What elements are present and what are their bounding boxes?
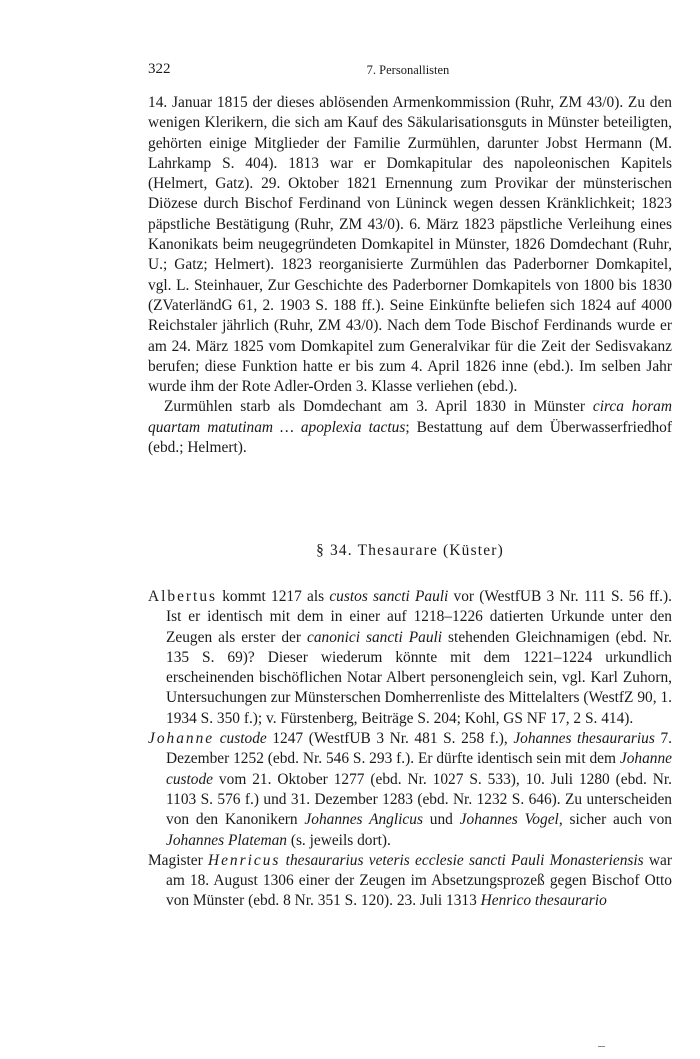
entry-henricus [148, 851, 672, 912]
text-run: 1247 (WestfUB 3 Nr. 481 S. 258 f.), [266, 730, 514, 748]
latin-term: Johannes thesaurarius [513, 730, 655, 748]
section-heading: § 34. Thesaurare (Küster) [316, 542, 504, 559]
text-run: , sicher auch von [558, 811, 672, 829]
page-header [148, 61, 672, 81]
text-run: Magister [148, 851, 208, 869]
text-run: stehenden Gleichnamigen (ebd. Nr. 135 S. 69)? Dieser wiederum könnte mit dem 1221–1224 urkundlich erscheinenden bischöflichen Notar Albert personengleich sein, vgl. Karl Zuhorn, Untersuchungen zur Münsterschen Domherrenliste des Mittelalters (WestfZ 90, 1. 1934 S. 350 f.); v. Fürstenberg, Beiträge S. 204; Kohl, GS NF 17, 2 S. 414). [166, 628, 672, 727]
scan-mark [598, 1046, 605, 1047]
text-run: kommt 1217 als [217, 588, 330, 605]
entry-name: Johanne [148, 730, 215, 748]
paragraph-continuation: 14. Januar 1815 der dieses ablösenden Armenkommission (Ruhr, ZM 43/0). Zu den wenigen Klerikern, die sich am Kauf des Säkularisationsguts in Münster beteiligten, gehörten einige Mitglieder der Familie Zurmühlen, darunter Jobst Hermann (M. Lahrkamp S. 404). 1813 war er Domkapitular des napoleonischen Kapitels (Helmert, Gatz). 29. Oktober 1821 Ernennung zum Provikar der münsterischen Diözese durch Bischof Ferdinand von Lüninck wegen dessen Kränklichkeit; 1823 päpstliche Bestätigung (Ruhr, ZM 43/0). 6. März 1823 päpstliche Verleihung eines Kanonikats beim neugegründeten Domkapitel in Münster, 1826 Domdechant (Ruhr, U.; Gatz; Helmert). 1823 reorganisierte Zurmühlen das Paderborner Domkapitel, vgl. L. Steinhauer, Zur Geschichte des Paderborner Domkapitels von 1800 bis 1830 (ZVaterländG 61, 2. 1903 S. 188 ff.). Seine Einkünfte beliefen sich 1824 auf 4000 Reichstaler jährlich (Ruhr, ZM 43/0). Nach dem Tode Bischof Ferdinands wurde er am 24. März 1825 vom Domkapitel zum Generalvikar für die Zeit der Sedisvakanz berufen; diese Funktion hatte er bis zum 4. April 1826 inne (ebd.). Im selben Jahr wurde ihm der Rote Adler-Orden 3. Klasse verliehen (ebd.). [148, 94, 672, 396]
person-name: Johannes Vogel [459, 811, 559, 829]
entry-albertus [148, 587, 672, 729]
person-name: Johannes Anglicus [304, 811, 423, 829]
text-run: war am 18. August 1306 einer der Zeugen im Absetzungsprozeß gegen Bischof Otto von Münster (ebd. 8 Nr. 351 S. 120). 23. Juli 1313 [166, 851, 673, 910]
entry-name: Henricus [207, 851, 281, 869]
latin-term: custode [214, 730, 267, 748]
text-run: (s. jeweils dort). [286, 831, 391, 849]
page-number: 322 [148, 61, 171, 77]
running-head: 7. Personallisten [366, 63, 450, 77]
entry-johanne [148, 729, 672, 851]
text-run: ; Bestattung auf dem Überwasserfriedhof (ebd.; Helmert). [148, 418, 672, 457]
latin-term: thesaurarius veteris ecclesie sancti Pauli Monasteriensis [280, 851, 644, 869]
entry-name: Albertus [148, 588, 218, 605]
latin-term: Johanne custode [166, 750, 672, 788]
text-run: Zurmühlen starb als Domdechant am 3. April 1830 in Münster [164, 398, 593, 416]
entry-list [148, 587, 672, 912]
latin-term: Henrico thesaurario [480, 892, 607, 910]
text-run: vor (WestfUB 3 Nr. 111 S. 56 ff.). Ist er identisch mit dem in einer auf 1218–1226 datierten Urkunde unter den Zeugen als erster der [166, 588, 672, 646]
main-text [148, 93, 672, 458]
latin-term: custos sancti Pauli [329, 588, 449, 605]
person-name: Johannes Plateman [166, 831, 287, 849]
latin-term: canonici sancti Pauli [307, 628, 443, 646]
latin-quote: circa horam quartam matutinam … apoplexia tactus [148, 398, 672, 436]
paragraph-death [148, 397, 672, 458]
text-run: und [422, 811, 460, 829]
text-run: vom 21. Oktober 1277 (ebd. Nr. 1027 S. 533), 10. Juli 1280 (ebd. Nr. 1103 S. 576 f.) und 31. Dezember 1283 (ebd. Nr. 1232 S. 646). Zu unterscheiden von den Kanonikern [166, 770, 672, 829]
text-run: 7. Dezember 1252 (ebd. Nr. 546 S. 293 f.). Er dürfte identisch sein mit dem [166, 730, 673, 768]
